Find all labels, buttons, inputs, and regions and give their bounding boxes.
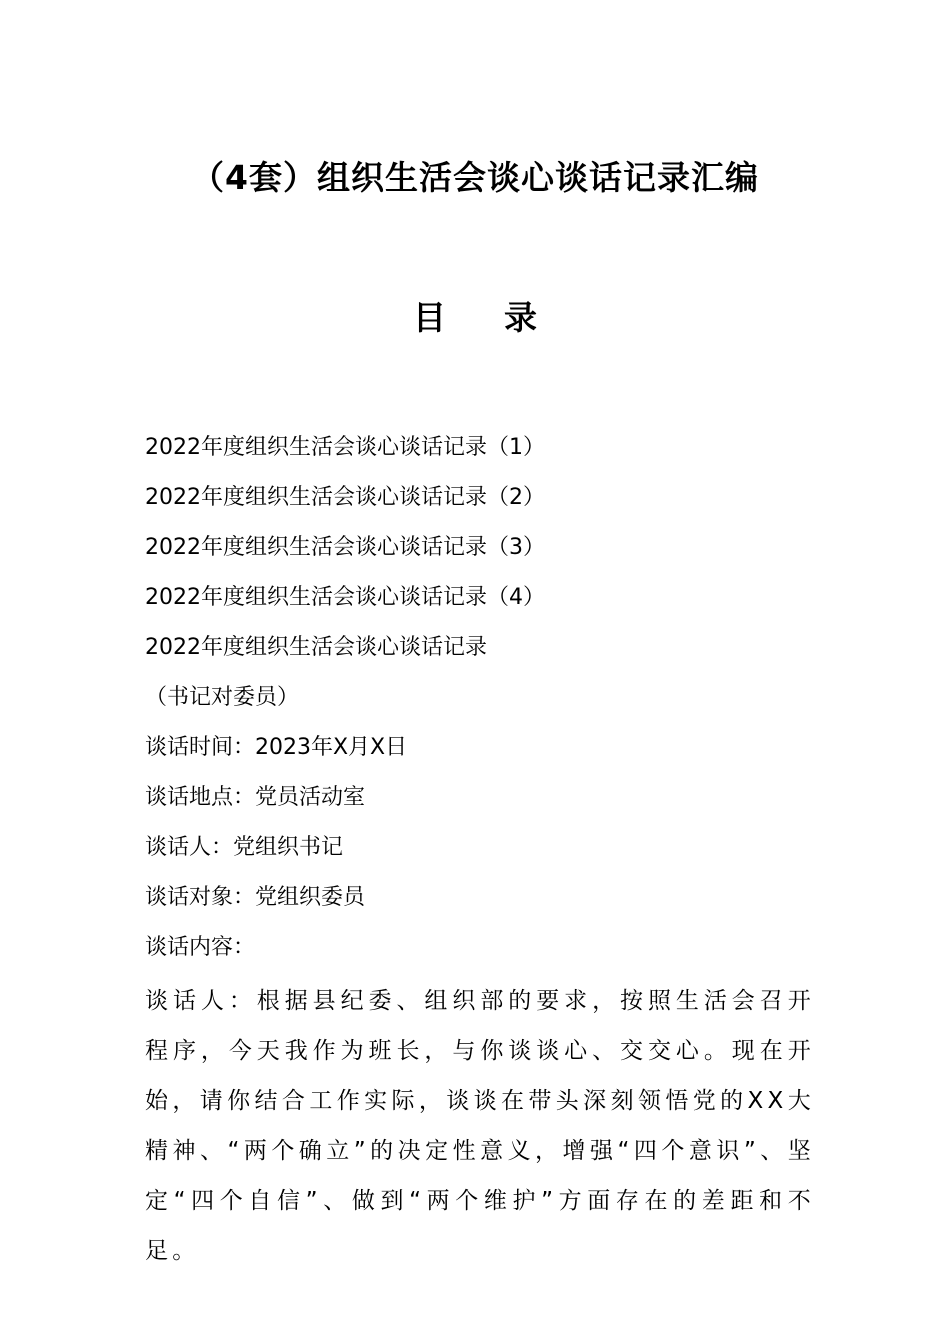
toc-entry-2: 2022年度组织生活会谈心谈话记录（2） <box>145 485 545 510</box>
toc-entry-1: 2022年度组织生活会谈心谈话记录（1） <box>145 435 545 460</box>
section-title: 2022年度组织生活会谈心谈话记录 <box>145 635 487 660</box>
talk-time: 谈话时间：2023年X月X日 <box>145 735 408 760</box>
section-subtitle: （书记对委员） <box>145 685 300 710</box>
talk-target: 谈话对象：党组织委员 <box>145 885 366 910</box>
talk-content-paragraph: 谈话人：根据县纪委、组织部的要求，按照生活会召开程序，今天我作为班长，与你谈谈心、交交心。现在开始，请你结合工作实际，谈谈在带头深刻领悟党的XX大精神、“两个确立”的决定性意义，增强“四个意识”、坚定“四个自信”、做到“两个维护”方面存在的差距和不足。 <box>145 988 815 1264</box>
talk-speaker: 谈话人：党组织书记 <box>145 835 344 860</box>
toc-heading-char-2: 录 <box>504 298 537 337</box>
table-of-contents <box>145 426 825 626</box>
toc-entry-4: 2022年度组织生活会谈心谈话记录（4） <box>145 585 545 610</box>
record-body <box>145 626 815 1276</box>
talk-place: 谈话地点：党员活动室 <box>145 785 366 810</box>
talk-content-label: 谈话内容： <box>145 935 256 960</box>
toc-heading <box>0 292 950 344</box>
toc-entry-3: 2022年度组织生活会谈心谈话记录（3） <box>145 535 545 560</box>
toc-heading-char-1: 目 <box>413 298 446 337</box>
document-title: （4套）组织生活会谈心谈话记录汇编 <box>191 158 759 197</box>
